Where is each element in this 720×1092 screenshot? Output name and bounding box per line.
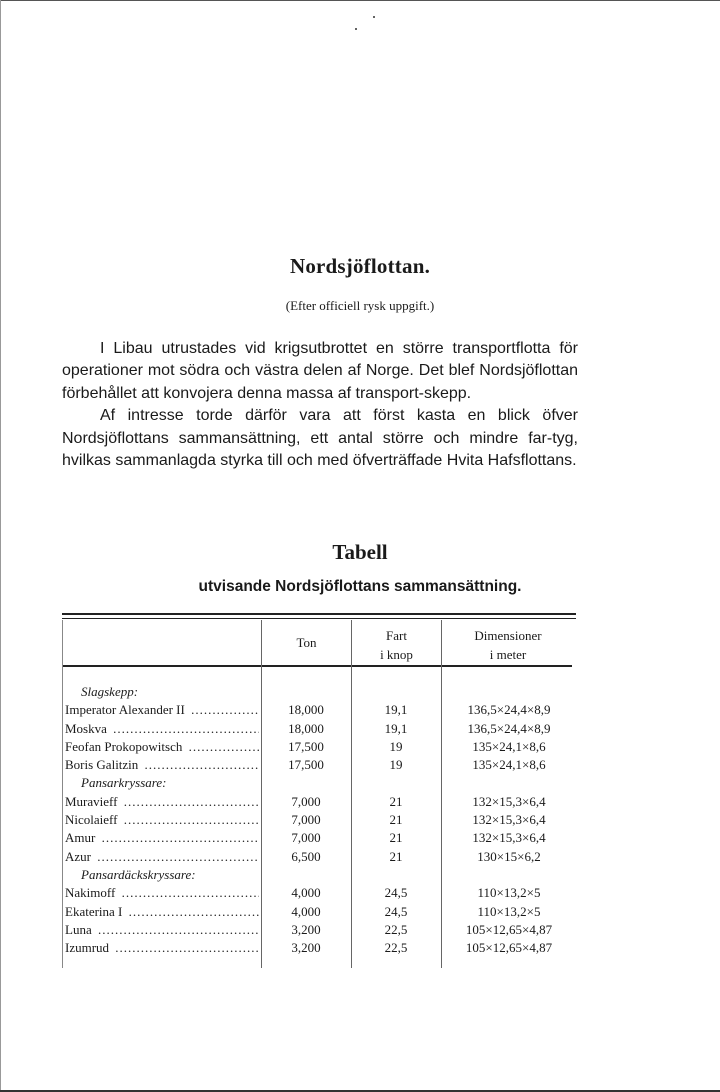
table-left-border [62, 620, 63, 968]
ship-fart: 19,1 [384, 720, 408, 736]
ship-dimensions: 135×24,1×8,6 [472, 738, 546, 754]
ship-name: Ekaterina I ..... [65, 903, 259, 921]
column-header-dim-line2: i meter [489, 647, 527, 662]
column-header-dimensioner [442, 626, 574, 664]
table-row [65, 738, 575, 756]
page-title: Nordsjöflottan. [289, 254, 431, 278]
paragraph: I Libau utrustades vid krigsutbrottet en större transportflotta för operationer mot södra och västra delen af Norge. Det blef Nordsjöflottan förbehållet att konvojera denna massa af transport-skepp. [62, 340, 578, 402]
ship-dimensions: 132×15,3×6,4 [472, 830, 546, 846]
ship-fart: 22,5 [384, 921, 408, 937]
ship-name: Feofan Prokopowitsch ..... [65, 738, 259, 756]
ship-dimensions: 132×15,3×6,4 [472, 812, 546, 828]
page-top-edge [0, 0, 720, 1]
ship-ton: 4,000 [291, 885, 321, 901]
ship-fart: 21 [389, 812, 403, 828]
ship-dimensions: 136,5×24,4×8,9 [467, 702, 551, 718]
ship-name: Luna ..... [65, 921, 259, 939]
paragraph: Af intresse torde därför vara att först kasta en blick öfver Nordsjöflottans sammansättning, ett antal större och mindre far-tyg, hvilkas sammanlagda styrka till och med öfverträffade Hvita Hafsflottans. [62, 407, 578, 470]
ship-dimensions: 110×13,2×5 [477, 885, 541, 901]
ship-name: Nakimoff ..... [65, 884, 259, 902]
ship-fart: 21 [389, 830, 403, 846]
ship-fart: 24,5 [384, 885, 408, 901]
ship-ton: 3,200 [291, 940, 321, 956]
category-row [65, 866, 575, 884]
ship-ton: 6,500 [291, 848, 321, 864]
ship-dimensions: 130×15×6,2 [477, 848, 541, 864]
ship-ton: 4,000 [291, 903, 321, 919]
table-title: Tabell [332, 540, 388, 564]
ship-fart: 19 [389, 738, 403, 754]
category-label: Pansardäckskryssare: [81, 866, 196, 882]
column-header-dim-line1: Dimensioner [474, 628, 542, 643]
column-header-fart-line1: Fart [386, 628, 407, 643]
ship-name: Nicolaieff ..... [65, 811, 259, 829]
table-header-rule [62, 665, 572, 667]
category-label: Slagskepp: [81, 684, 139, 699]
ship-ton: 7,000 [291, 812, 321, 828]
ship-ton: 17,500 [288, 738, 324, 754]
table-row [65, 811, 575, 829]
ship-ton: 3,200 [291, 921, 321, 937]
ship-name: Muravieff ..... [65, 793, 259, 811]
table-row [65, 701, 575, 719]
ship-name: Boris Galitzin ..... [65, 756, 259, 774]
ship-dimensions: 110×13,2×5 [477, 903, 541, 919]
table-body [65, 683, 575, 957]
ship-name: Izumrud ..... [65, 939, 259, 957]
ship-dimensions: 135×24,1×8,6 [472, 757, 546, 773]
table-row [65, 720, 575, 738]
ship-fart: 19,1 [384, 702, 408, 718]
ship-dimensions: 105×12,65×4,87 [465, 940, 553, 956]
ship-dimensions: 136,5×24,4×8,9 [467, 720, 551, 736]
print-speck [373, 16, 375, 18]
ship-ton: 18,000 [288, 720, 324, 736]
table-row [65, 939, 575, 957]
ship-name: Azur ..... [65, 848, 259, 866]
category-row [65, 683, 575, 701]
table-row [65, 921, 575, 939]
print-speck [355, 28, 357, 30]
ship-name: Amur ..... [65, 829, 259, 847]
table-top-rule-inner [62, 618, 576, 619]
category-row [65, 774, 575, 792]
ship-ton: 17,500 [288, 757, 324, 773]
table-subtitle: utvisande Nordsjöflottans sammansättning. [198, 578, 522, 595]
ship-ton: 18,000 [288, 702, 324, 718]
ship-fart: 22,5 [384, 940, 408, 956]
table-row [65, 829, 575, 847]
ship-dimensions: 105×12,65×4,87 [465, 921, 553, 937]
table-row [65, 884, 575, 902]
column-header-ton: Ton [296, 635, 317, 650]
body-text [62, 338, 578, 472]
ship-fart: 21 [389, 793, 403, 809]
ship-name: Imperator Alexander II ..... [65, 701, 259, 719]
column-header-fart-line2: i knop [380, 647, 413, 662]
ship-ton: 7,000 [291, 793, 321, 809]
ship-fart: 21 [389, 848, 403, 864]
source-note: (Efter officiell rysk uppgift.) [285, 298, 435, 313]
ship-name: Moskva ..... [65, 720, 259, 738]
category-label: Pansarkryssare: [81, 775, 167, 791]
table-row [65, 848, 575, 866]
table-row [65, 793, 575, 811]
ship-fart: 24,5 [384, 903, 408, 919]
table-row [65, 756, 575, 774]
ship-dimensions: 132×15,3×6,4 [472, 793, 546, 809]
ship-fart: 19 [389, 757, 403, 773]
table-top-rule [62, 613, 576, 615]
column-header-fart [352, 626, 441, 664]
table-row [65, 903, 575, 921]
ship-ton: 7,000 [291, 830, 321, 846]
